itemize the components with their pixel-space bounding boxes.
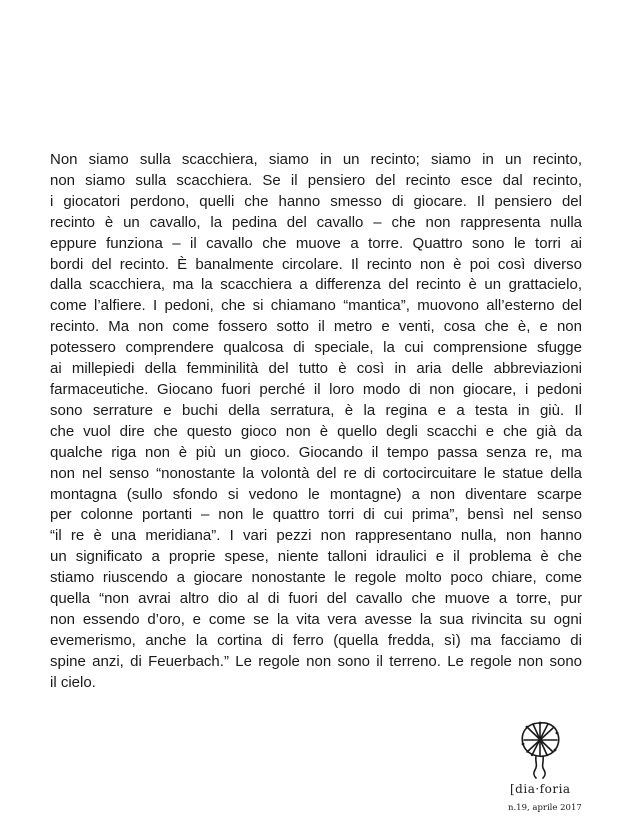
brand-name: [dia·foria xyxy=(510,782,571,796)
text-line: evemerismo, anche la cortina di ferro (quella fredda, sì) ma facciamo di xyxy=(50,631,582,649)
text-line: i giocatori perdono, quelli che hanno smesso di giocare. Il pensiero del xyxy=(50,192,582,210)
text-line: sono serrature e buchi della serratura, è la regina e a testa in giù. Il xyxy=(50,401,582,419)
text-line: farmaceutiche. Giocano fuori perché il loro modo di non giocare, i pedoni xyxy=(50,380,582,398)
text-line: per colonne portanti – non le quattro torri di cui prima”, bensì nel senso xyxy=(50,506,582,524)
text-line: che vuol dire che questo gioco non è quello degli scacchi e che già da xyxy=(50,422,582,440)
dandelion-seedhead-icon xyxy=(518,720,562,780)
issue-label: n.19, aprile 2017 xyxy=(508,803,582,813)
text-line: qualche riga non è più un gioco. Giocando il tempo passa senza re, ma xyxy=(50,443,582,461)
text-line: “il re è una meridiana”. I vari pezzi non rappresentano nulla, non hanno xyxy=(50,527,582,545)
text-line: un significato a proprie spese, niente talloni idraulici e il problema è che xyxy=(50,548,582,566)
text-line: recinto è un cavallo, la pedina del cavallo – che non rappresenta nulla xyxy=(50,213,582,231)
text-line: spine anzi, di Feuerbach.” Le regole non sono il terreno. Le regole non sono xyxy=(50,652,582,670)
text-line: montagna (sullo sfondo si vedono le montagne) a non diventare scarpe xyxy=(50,485,582,503)
publisher-logo xyxy=(500,720,590,820)
text-line: eppure funziona – il cavallo che muove a torre. Quattro sono le torri ai xyxy=(50,234,582,252)
text-line: bordi del recinto. È banalmente circolare. Il recinto non è poi così diverso xyxy=(50,255,582,273)
text-line: ai millepiedi della femminilità del tutto è così in aria delle abbreviazioni xyxy=(50,360,582,378)
text-line: non essendo d’oro, e come se la vita vera avesse la sua rivincita su ogni xyxy=(50,610,582,628)
text-line: non siamo sulla scacchiera. Se il pensiero del recinto esce dal recinto, xyxy=(50,171,582,189)
text-line: Non siamo sulla scacchiera, siamo in un recinto; siamo in un recinto, xyxy=(50,151,582,168)
text-line: potessero comprendere qualcosa di speciale, la cui comprensione sfugge xyxy=(50,339,582,357)
article-body xyxy=(50,150,582,694)
text-line: recinto. Ma non come fossero sotto il metro e venti, cosa che è, e non xyxy=(50,318,582,336)
text-line: non nel senso “nonostante la volontà del re di cortocircuitare le statue della xyxy=(50,464,582,482)
text-line: quella “non avrai altro dio al di fuori del cavallo che muove a torre, pur xyxy=(50,590,582,608)
text-line: il cielo. xyxy=(50,673,96,691)
text-line: stiamo riuscendo a giocare nonostante le regole molto poco chiare, come xyxy=(50,569,582,587)
text-line: dalla scacchiera, ma la scacchiera a differenza del recinto è un grattacielo, xyxy=(50,276,582,294)
text-line: come l’alfiere. I pedoni, che si chiamano “mantica”, muovono all’esterno del xyxy=(50,297,582,315)
